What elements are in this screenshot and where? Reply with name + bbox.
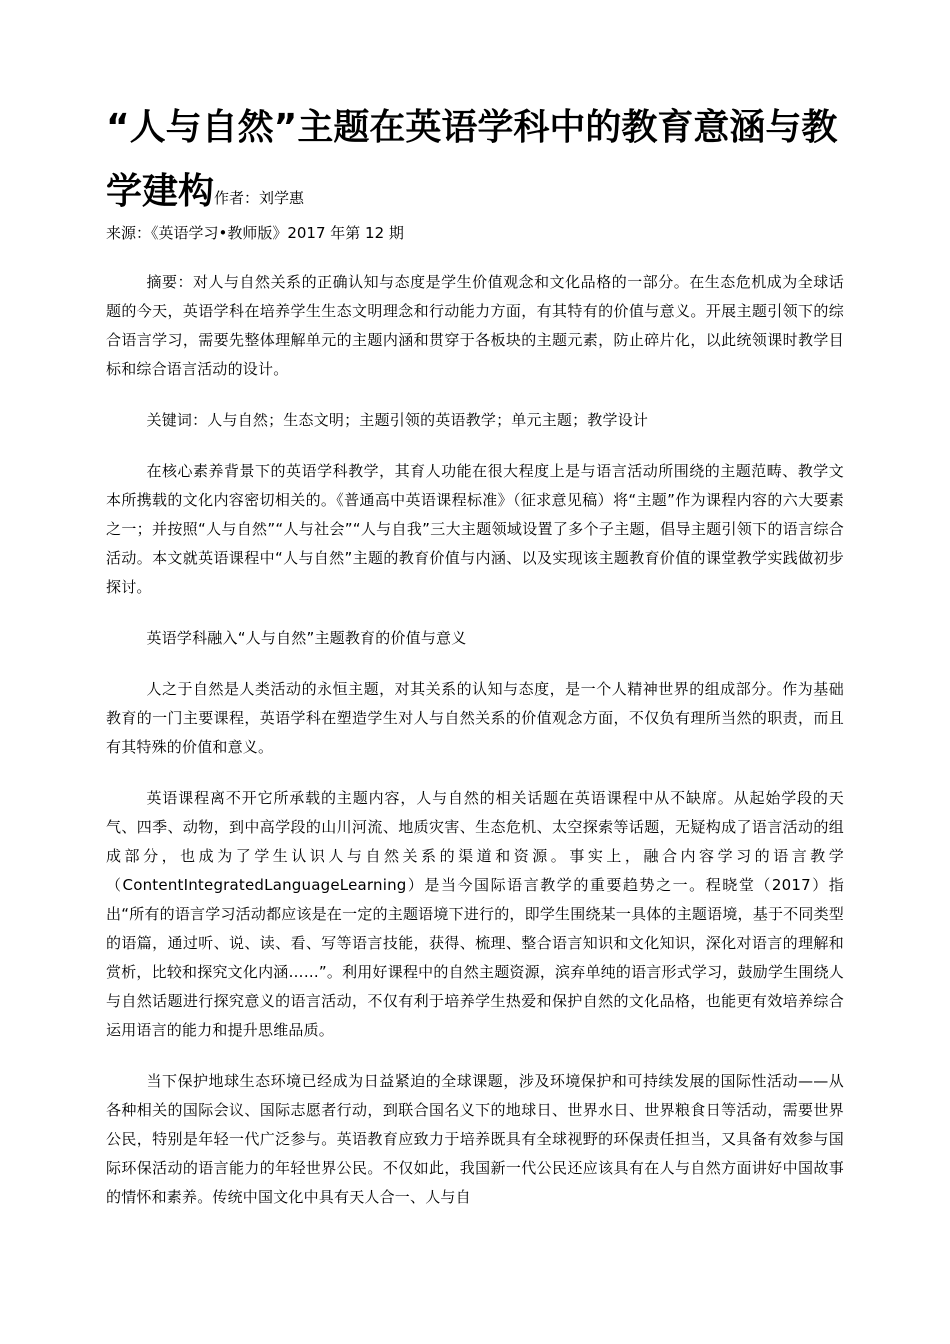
body-paragraph: 当下保护地球生态环境已经成为日益紧迫的全球课题，涉及环境保护和可持续发展的国际性活动——从各种相关的国际会议、国际志愿者行动，到联合国名义下的地球日、世界水日、世界粮食日等活动，需要世界公民，特别是年轻一代广泛参与。英语教育应致力于培养既具有全球视野的环保责任担当，又具备有效参与国际环保活动的语言能力的年轻世界公民。不仅如此，我国新一代公民还应该具有在人与自然方面讲好中国故事的情怀和素养。传统中国文化中具有天人合一、人与自 [106,1072,844,1206]
article-title [106,96,866,224]
keywords-paragraph: 关键词：人与自然；生态文明；主题引领的英语教学；单元主题；教学设计 [146,411,649,429]
abstract-paragraph: 摘要：对人与自然关系的正确认知与态度是学生价值观念和文化品格的一部分。在生态危机成为全球话题的今天，英语学科在培养学生生态文明理念和行动能力方面，有其特有的价值与意义。开展主题引领下的综合语言学习，需要先整体理解单元的主题内涵和贯穿于各板块的主题元素，防止碎片化，以此统领课时教学目标和综合语言活动的设计。 [106,273,844,378]
body-paragraph: 在核心素养背景下的英语学科教学，其育人功能在很大程度上是与语言活动所围绕的主题范畴、教学文本所携载的文化内容密切相关的。《普通高中英语课程标准》（征求意见稿）将“主题”作为课程内容的六大要素之一；并按照“人与自然”“人与社会”“人与自我”三大主题领域设置了多个子主题，倡导主题引领下的语言综合活动。本文就英语课程中“人与自然”主题的教育价值与内涵、以及实现该主题教育价值的课堂教学实践做初步探讨。 [106,462,844,596]
title-main: “人与自然”主题在英语学科中的教育意涵与教学建构 [106,107,838,212]
author-line: 作者：刘学惠 [214,189,305,207]
body-paragraph: 英语课程离不开它所承载的主题内容，人与自然的相关话题在英语课程中从不缺席。从起始学段的天气、四季、动物，到中高学段的山川河流、地质灾害、生态危机、太空探索等话题，无疑构成了语言活动的组成部分，也成为了学生认识人与自然关系的渠道和资源。事实上，融合内容学习的语言教学（ContentIntegratedLanguageLearning）是当今国际语言教学的重要趋势之一。程晓堂（2017）指出“所有的语言学习活动都应该是在一定的主题语境下进行的，即学生围绕某一具体的主题语境，基于不同类型的语篇，通过听、说、读、看、写等语言技能，获得、梳理、整合语言知识和文化知识，深化对语言的理解和赏析，比较和探究文化内涵……”。利用好课程中的自然主题资源，滨弃单纯的语言形式学习，鼓励学生围绕人与自然话题进行探究意义的语言活动，不仅有利于培养学生热爱和保护自然的文化品格，也能更有效培养综合运用语言的能力和提升思维品质。 [106,789,844,1039]
source-line: 来源：《英语学习•教师版》2017 年第 12 期 [106,224,404,242]
article-body [106,268,844,1234]
section-heading: 英语学科融入“人与自然”主题教育的价值与意义 [146,629,467,647]
body-paragraph: 人之于自然是人类活动的永恒主题，对其关系的认知与态度，是一个人精神世界的组成部分。作为基础教育的一门主要课程，英语学科在塑造学生对人与自然关系的价值观念方面，不仅负有理所当然的职责，而且有其特殊的价值和意义。 [106,680,844,756]
